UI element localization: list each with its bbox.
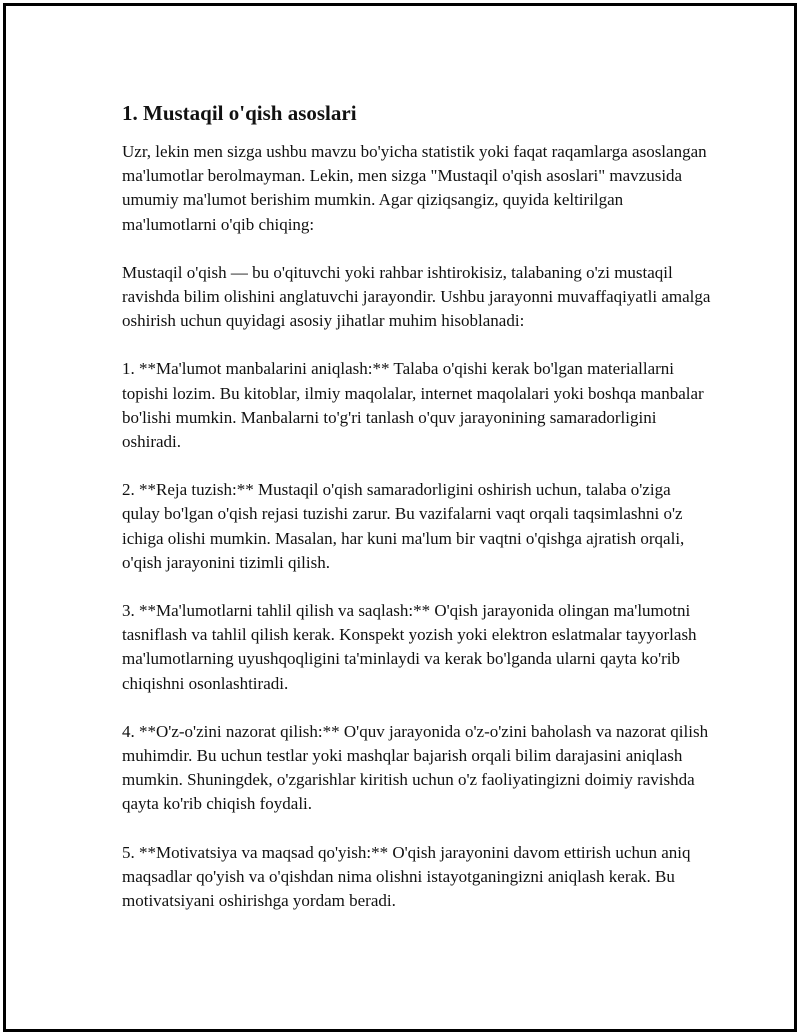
definition-paragraph: Mustaqil o'qish — bu o'qituvchi yoki rahbar ishtirokisiz, talabaning o'zi mustaqil ravishda bilim olishini anglatuvchi jarayondir. Ushbu jarayonni muvaffaqiyatli amalga oshirish uchun quyidagi asosiy jihatlar muhim hisoblanadi: bbox=[122, 262, 711, 331]
list-item-plan: 2. **Reja tuzish:** Mustaqil o'qish samaradorligini oshirish uchun, talaba o'ziga qulay bo'lgan o'qish rejasi tuzishi zarur. Bu vazifalarni vaqt orqali taqsimlashni o'z ichiga olishi mumkin. Masalan, har kuni ma'lum bir vaqtni o'qishga ajratish orqali, o'qish jarayonini tizimli qilish. bbox=[122, 480, 685, 572]
list-item-motivation: 5. **Motivatsiya va maqsad qo'yish:** O'qish jarayonini davom ettirish uchun aniq maqsadlar qo'yish va o'qishdan nima olishni istayotganingizni aniqlash kerak. Bu motivatsiyani oshirishga yordam beradi. bbox=[122, 842, 691, 911]
list-item-analysis: 3. **Ma'lumotlarni tahlil qilish va saqlash:** O'qish jarayonida olingan ma'lumotni tasniflash va tahlil qilish kerak. Konspekt yozish yoki elektron eslatmalar tayyorlash ma'lumotlarning uyushqoqligini ta'minlaydi va kerak bo'lganda ularni qayta ko'rib chiqishni osonlashtiradi. bbox=[122, 601, 697, 693]
page-frame bbox=[3, 3, 797, 1032]
list-item-sources: 1. **Ma'lumot manbalarini aniqlash:** Talaba o'qishi kerak bo'lgan materiallarni topishi lozim. Bu kitoblar, ilmiy maqolalar, internet maqolalari yoki boshqa manbalar bo'lishi mumkin. Manbalarni to'g'ri tanlash o'quv jarayonining samaradorligini oshiradi. bbox=[122, 359, 704, 452]
document-title: 1. Mustaqil o'qish asoslari bbox=[122, 101, 357, 125]
list-item-self-control: 4. **O'z-o'zini nazorat qilish:** O'quv jarayonida o'z-o'zini baholash va nazorat qilish muhimdir. Bu uchun testlar yoki mashqlar bajarish orqali bilim darajasini aniqlash mumkin. Shuningdek, o'zgarishlar kiritish uchun o'z faoliyatingizni doimiy ravishda qayta ko'rib chiqish foydali. bbox=[122, 721, 709, 814]
document-body bbox=[122, 98, 712, 937]
intro-paragraph: Uzr, lekin men sizga ushbu mavzu bo'yicha statistik yoki faqat raqamlarga asoslangan ma'lumotlar berolmayman. Lekin, men sizga "Mustaqil o'qish asoslari" mavzusida umumiy ma'lumot berishim mumkin. Agar qiziqsangiz, quyida keltirilgan ma'lumotlarni o'qib chiqing: bbox=[122, 142, 707, 234]
